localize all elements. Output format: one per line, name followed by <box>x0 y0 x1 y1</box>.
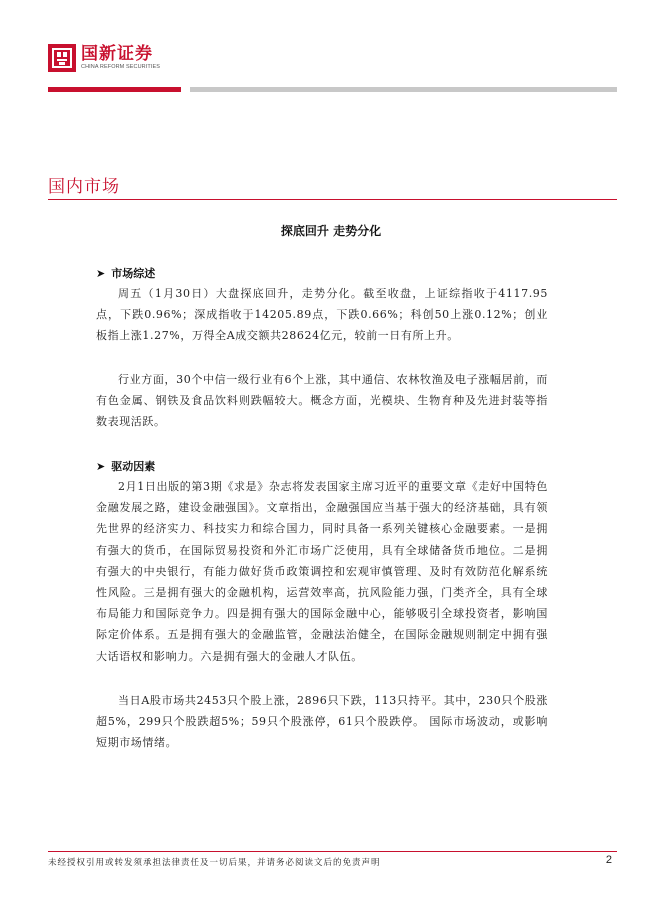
market-overview-heading <box>96 265 155 281</box>
header-accent-bar <box>48 87 181 92</box>
logo-name-cn: 国新证券 <box>81 44 153 64</box>
market-overview-heading-label: 市场综述 <box>111 267 156 280</box>
drivers-heading <box>96 458 155 474</box>
arrow-bullet-icon: ➤ <box>96 460 106 473</box>
page-number: 2 <box>605 854 612 866</box>
footer-divider <box>48 851 617 852</box>
industry-paragraph: 行业方面，30个中信一级行业有6个上涨，其中通信、农林牧渔及电子涨幅居前，而有色金属、钢铁及食品饮料则跌幅较大。概念方面，光模块、生物育种及先进封装等指数表现活跃。 <box>96 373 548 429</box>
section-divider <box>48 199 617 200</box>
footer-disclaimer: 未经授权引用或转发须承担法律责任及一切后果，并请务必阅读文后的免责声明 <box>48 858 381 868</box>
header-gray-bar <box>190 87 617 92</box>
a-share-stats-paragraph: 当日A股市场共2453只个股上涨，2896只下跌，113只持平。其中，230只个股涨超5%，299只个股跌超5%；59只个股涨停，61只个股跌停。 国际市场波动，或影响短期市场情绪。 <box>96 694 548 750</box>
logo-name-en: CHINA REFORM SECURITIES <box>81 64 161 70</box>
brand-logo <box>48 44 160 72</box>
arrow-bullet-icon: ➤ <box>96 267 106 280</box>
document-title: 探底回升 走势分化 <box>280 224 382 238</box>
drivers-heading-label: 驱动因素 <box>111 460 156 473</box>
seal-icon <box>48 44 76 72</box>
section-title: 国内市场 <box>48 177 120 197</box>
drivers-paragraph: 2月1日出版的第3期《求是》杂志将发表国家主席习近平的重要文章《走好中国特色金融发展之路，建设金融强国》。文章指出，金融强国应当基于强大的经济基础，具有领先世界的经济实力、科技实力和综合国力，同时具备一系列关键核心金融要素。一是拥有强大的货币，在国际贸易投资和外汇市场广泛使用，具有全球储备货币地位。二是拥有强大的中央银行，有能力做好货币政策调控和宏观审慎管理、及时有效防范化解系统性风险。三是拥有强大的金融机构，运营效率高，抗风险能力强，门类齐全，具有全球布局能力和国际竞争力。四是拥有强大的国际金融中心，能够吸引全球投资者，影响国际定价体系。五是拥有强大的金融监管，金融法治健全，在国际金融规则制定中拥有强大话语权和影响力。六是拥有强大的金融人才队伍。 <box>96 480 548 663</box>
market-overview-paragraph: 周五（1月30日）大盘探底回升，走势分化。截至收盘，上证综指收于4117.95点，下跌0.96%；深成指收于14205.89点，下跌0.66%；科创50上涨0.12%；创业板指上涨1.27%，万得全A成交额共28624亿元，较前一日有所上升。 <box>96 287 548 343</box>
